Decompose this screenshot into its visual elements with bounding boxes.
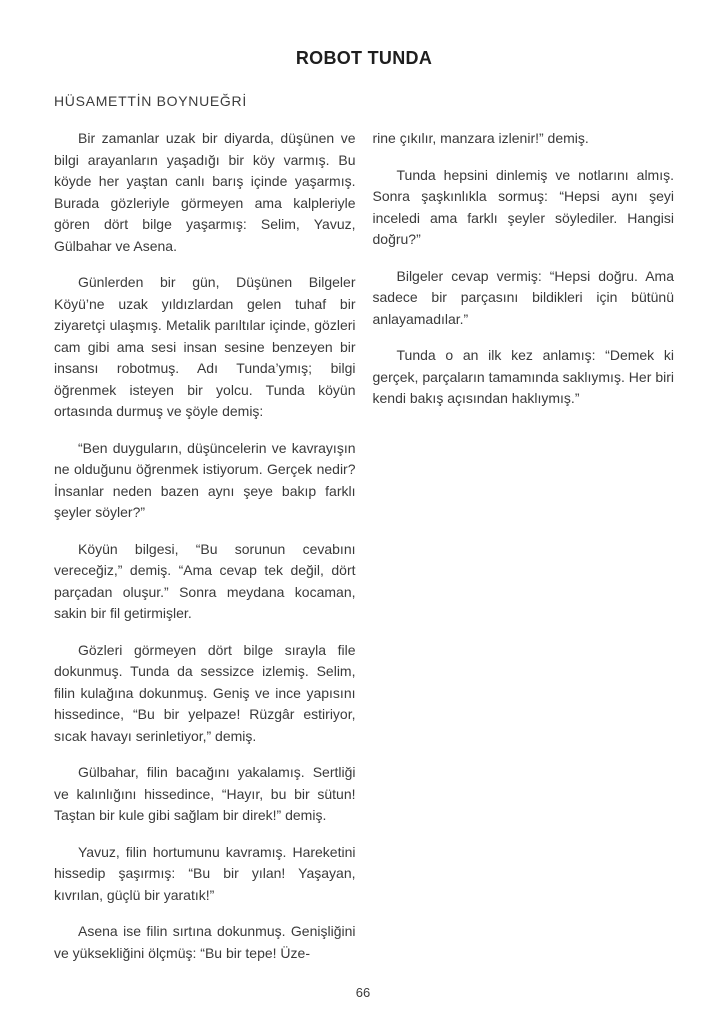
story-paragraph: Bilgeler cevap vermiş: “Hepsi doğru. Ama sadece bir parçasını bildikleri için bütünü anlayamadılar.”	[372, 267, 674, 327]
story-paragraph: Bir zamanlar uzak bir diyarda, düşünen ve bilgi arayanların yaşadığı bir köy varmış. Bu köyde her yaştan canlı barış içinde yaşarmış. Burada gözleriyle görmeyen ama kalpleriyle gören dört bilge yaşarmış: Selim, Yavuz, Gülbahar ve Asena.	[54, 130, 356, 254]
story-paragraph: “Ben duyguların, düşüncelerin ve kavrayışın ne olduğunu öğrenmek istiyorum. Gerçek nedir? İnsanlar neden bazen aynı şeye bakıp farklı şeyler söyler?”	[54, 439, 356, 520]
story-paragraph: Gözleri görmeyen dört bilge sırayla file dokunmuş. Tunda da sessizce izlemiş. Selim, filin kulağına dokunmuş. Geniş ve ince yapısını hissedince, “Bu bir yelpaze! Rüzgâr estiriyor, sıcak havayı serinletiyor,” demiş.	[54, 641, 356, 744]
story-paragraph: Yavuz, filin hortumunu kavramış. Hareketini hissedip şaşırmış: “Bu bir yılan! Yaşayan, kıvrılan, güçlü bir yaratık!”	[54, 843, 356, 903]
page-title: ROBOT TUNDA	[295, 48, 433, 68]
story-paragraph: Günlerden bir gün, Düşünen Bilgeler Köyü’ne uzak yıldızlardan gelen tuhaf bir ziyaretçi ulaşmış. Metalik parıltılar içinde, gözleri cam gibi ama sesi insan sesine benzeyen bir insansı robotmuş. Adı Tunda’ymış; bilgi öğrenmek isteyen bir yolcu. Tunda köyün ortasında durmuş ve şöyle demiş:	[54, 274, 356, 419]
story-paragraph-continuation: rine çıkılır, manzara izlenir!” demiş.	[372, 130, 589, 146]
story-paragraph: Köyün bilgesi, “Bu sorunun cevabını vereceğiz,” demiş. “Ama cevap tek değil, dört parçadan oluşur.” Sonra meydana kocaman, sakin bir fil getirmişler.	[54, 540, 356, 621]
author-name: HÜSAMETTİN BOYNUEĞRİ	[54, 93, 247, 109]
story-paragraph: Gülbahar, filin bacağını yakalamış. Sertliği ve kalınlığını hissedince, “Hayır, bu bir sütun! Taştan bir kule gibi sağlam bir direk!” demiş.	[54, 764, 356, 823]
story-paragraph: Tunda o an ilk kez anlamış: “Demek ki gerçek, parçaların tamamında saklıymış. Her biri kendi bakış açısından haklıymış.”	[372, 347, 674, 406]
text-columns	[54, 128, 674, 979]
story-paragraph: Tunda hepsini dinlemiş ve notlarını almış. Sonra şaşkınlıkla sormuş: “Hepsi aynı şeyi inceledi ama farklı şeyler söylediler. Hangisi doğru?”	[372, 166, 674, 247]
left-column	[54, 128, 356, 979]
story-paragraph: Asena ise filin sırtına dokunmuş. Genişliğini ve yüksekliğini ölçmüş: “Bu bir tepe! Üze-	[54, 923, 356, 961]
page-number: 66	[355, 985, 371, 1000]
right-column	[373, 128, 675, 979]
